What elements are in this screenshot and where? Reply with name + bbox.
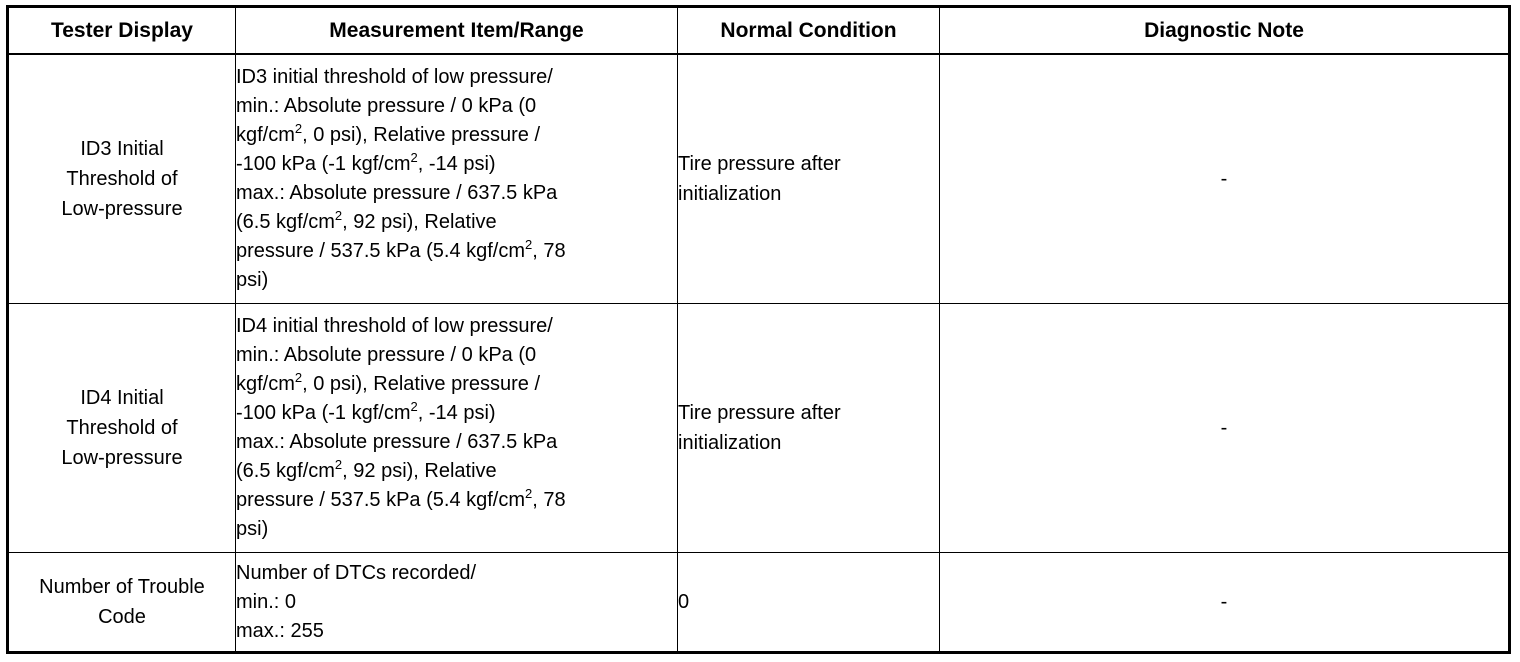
normal-condition-line: Tire pressure after: [678, 402, 841, 424]
tester-display-line: ID4 Initial: [80, 387, 164, 409]
diagnostic-note-cell: -: [940, 304, 1510, 553]
tester-display-line: Code: [98, 606, 146, 628]
measurement-line: -100 kPa (-1 kgf/$cm^2$, -14 psi): [236, 150, 496, 175]
measurement-line: -100 kPa (-1 kgf/$cm^2$, -14 psi): [236, 399, 496, 424]
tester-display-cell: [8, 553, 236, 653]
diagnostic-note-cell: -: [940, 553, 1510, 653]
normal-condition-line: initialization: [678, 432, 782, 454]
superscript: 2: [410, 150, 418, 165]
measurement-line: psi): [236, 269, 269, 291]
measurement-cell: [236, 54, 678, 304]
column-header-normal-condition: Normal Condition: [678, 7, 940, 55]
normal-condition-cell: [678, 54, 940, 304]
header-row: [8, 7, 1510, 55]
table-body: [8, 54, 1510, 653]
measurement-line: pressure / 537.5 kPa (5.4 kgf/$cm^2$, 78: [236, 486, 566, 511]
table-row-id4-threshold: [8, 304, 1510, 553]
measurement-line: (6.5 kgf/$cm^2$, 92 psi), Relative: [236, 208, 497, 233]
measurement-line: min.: Absolute pressure / 0 kPa (0: [236, 344, 537, 366]
tester-display-line: Threshold of: [66, 168, 178, 190]
measurement-line: kgf/$cm^2$, 0 psi), Relative pressure /: [236, 370, 541, 395]
measurement-cell: [236, 304, 678, 553]
table-header: [8, 7, 1510, 55]
tester-display-cell: [8, 54, 236, 304]
superscript: 2: [410, 399, 418, 414]
measurement-line: max.: Absolute pressure / 637.5 kPa: [236, 431, 558, 453]
measurement-line: ID4 initial threshold of low pressure/: [236, 315, 553, 337]
measurement-line: Number of DTCs recorded/: [236, 561, 477, 584]
superscript: 2: [525, 237, 533, 252]
column-header-measurement: Measurement Item/Range: [236, 7, 678, 55]
normal-condition-line: Tire pressure after: [678, 153, 841, 175]
measurement-line: max.: Absolute pressure / 637.5 kPa: [236, 182, 558, 204]
measurement-line: min.: 0: [236, 590, 297, 613]
measurement-line: kgf/$cm^2$, 0 psi), Relative pressure /: [236, 121, 541, 146]
table-row-id3-threshold: [8, 54, 1510, 304]
superscript: 2: [334, 457, 343, 472]
superscript: 2: [334, 208, 343, 223]
measurement-cell: [236, 553, 678, 653]
tester-display-line: Low-pressure: [61, 447, 183, 469]
normal-condition-line: 0: [678, 591, 690, 613]
diagnostic-data-table: [6, 5, 1511, 654]
superscript: 2: [294, 370, 303, 385]
column-header-tester-display: Tester Display: [8, 7, 236, 55]
tester-display-line: ID3 Initial: [80, 138, 164, 160]
tester-display-cell: [8, 304, 236, 553]
tester-display-line: Threshold of: [66, 417, 178, 439]
measurement-line: psi): [236, 518, 269, 540]
tester-display-line: Number of Trouble: [39, 576, 205, 598]
normal-condition-line: initialization: [678, 183, 782, 205]
diagnostic-note-cell: -: [940, 54, 1510, 304]
column-header-diagnostic-note: Diagnostic Note: [940, 7, 1510, 55]
normal-condition-cell: [678, 553, 940, 653]
superscript: 2: [525, 486, 533, 501]
tester-display-line: Low-pressure: [61, 198, 183, 220]
measurement-line: pressure / 537.5 kPa (5.4 kgf/$cm^2$, 78: [236, 237, 566, 262]
measurement-line: (6.5 kgf/$cm^2$, 92 psi), Relative: [236, 457, 497, 482]
superscript: 2: [294, 121, 303, 136]
measurement-line: min.: Absolute pressure / 0 kPa (0: [236, 95, 537, 117]
normal-condition-cell: [678, 304, 940, 553]
measurement-line: ID3 initial threshold of low pressure/: [236, 66, 553, 88]
table-row-trouble-code-count: [8, 553, 1510, 653]
measurement-line: max.: 255: [236, 619, 324, 642]
